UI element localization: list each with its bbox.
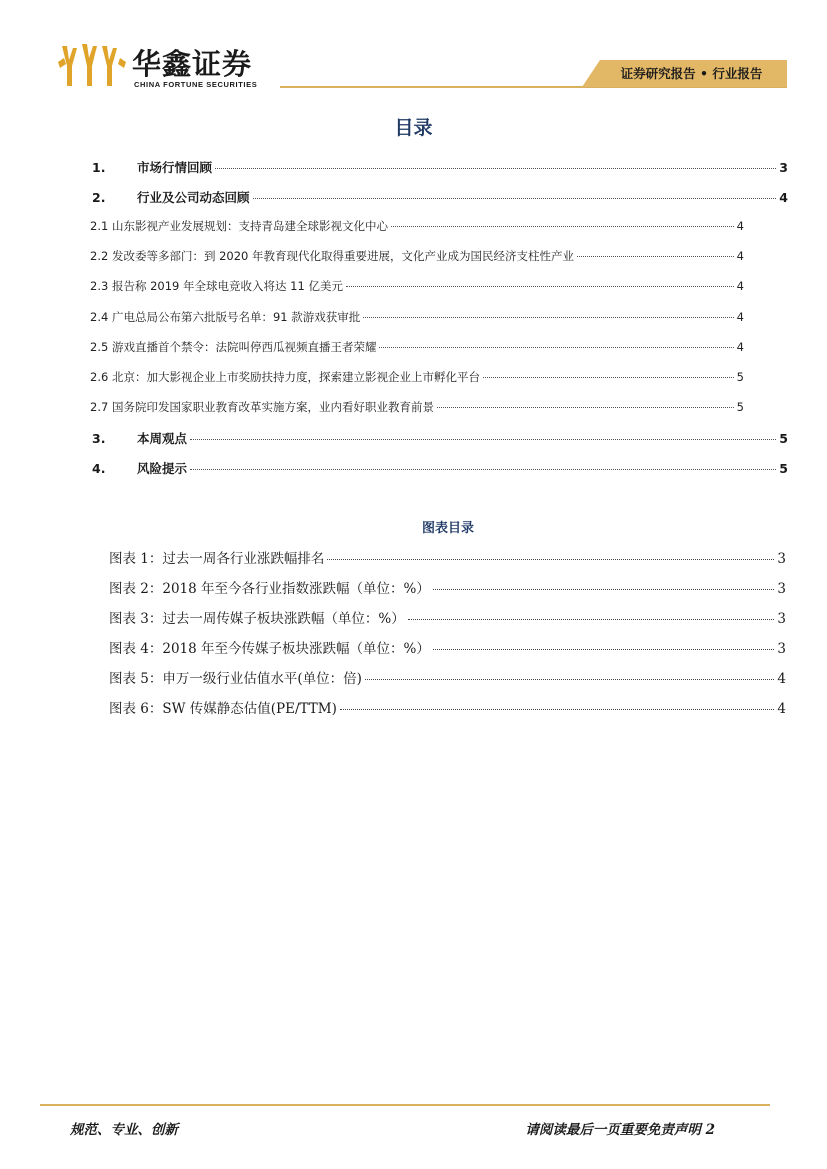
- report-type-banner: [582, 60, 787, 87]
- figure-item-4[interactable]: [109, 637, 786, 657]
- figure-dot-leader: [340, 709, 775, 710]
- toc-dot-leader: [483, 377, 734, 378]
- toc-item-label: 市场行情回顾: [137, 160, 213, 175]
- toc-item-page: 5: [779, 431, 788, 446]
- footer-slogan: 规范、专业、创新: [70, 1122, 178, 1138]
- toc-item-page: 3: [779, 160, 788, 175]
- figure-item-page: 3: [777, 641, 786, 657]
- toc-subitem-2-7[interactable]: [90, 399, 744, 415]
- toc-dot-leader: [190, 439, 776, 440]
- figure-item-label: 图表 2：2018 年至今各行业指数涨跌幅（单位：%）: [109, 581, 430, 597]
- logo-chinese-name: 华鑫证券: [132, 47, 253, 81]
- toc-item-label: 2.4 广电总局公布第六批版号名单：91 款游戏获审批: [90, 310, 361, 324]
- toc-dot-leader: [437, 407, 734, 408]
- toc-item-industry-news[interactable]: [92, 188, 788, 206]
- toc-item-label: 风险提示: [137, 461, 188, 476]
- figure-dot-leader: [408, 619, 775, 620]
- figure-item-2[interactable]: [109, 577, 786, 597]
- toc-subitem-2-1[interactable]: [90, 218, 744, 234]
- toc-item-number: 1.: [92, 160, 106, 175]
- toc-item-number: 3.: [92, 431, 106, 446]
- figure-item-label: 图表 1：过去一周各行业涨跌幅排名: [109, 551, 325, 567]
- figure-dot-leader: [433, 649, 775, 650]
- figure-item-label: 图表 3：过去一周传媒子板块涨跌幅（单位：%）: [109, 611, 405, 627]
- figure-dot-leader: [433, 589, 775, 590]
- toc-item-market-review[interactable]: [92, 158, 788, 176]
- footer-divider: [40, 1104, 770, 1106]
- toc-item-label: 2.7 国务院印发国家职业教育改革实施方案，业内看好职业教育前景: [90, 400, 434, 414]
- toc-dot-leader: [190, 469, 776, 470]
- toc-dot-leader: [577, 256, 734, 257]
- toc-item-page: 5: [736, 370, 744, 384]
- toc-item-label: 2.6 北京：加大影视企业上市奖励扶持力度，探索建立影视企业上市孵化平台: [90, 370, 480, 384]
- figure-item-3[interactable]: [109, 607, 786, 627]
- figure-item-label: 图表 4：2018 年至今传媒子板块涨跌幅（单位：%）: [109, 641, 430, 657]
- toc-item-label: 2.3 报告称 2019 年全球电竞收入将达 11 亿美元: [90, 279, 343, 293]
- toc-item-risk-warning[interactable]: [92, 459, 788, 477]
- figure-item-1[interactable]: [109, 547, 786, 567]
- toc-item-number: 4.: [92, 461, 106, 476]
- toc-item-page: 4: [736, 279, 744, 293]
- toc-item-weekly-view[interactable]: [92, 429, 788, 447]
- toc-item-label: 2.2 发改委等多部门：到 2020 年教育现代化取得重要进展，文化产业成为国民经济支柱性产业: [90, 249, 575, 263]
- toc-dot-leader: [346, 286, 734, 287]
- toc-subitem-2-2[interactable]: [90, 248, 744, 264]
- toc-item-page: 4: [736, 310, 744, 324]
- toc-subitem-2-5[interactable]: [90, 339, 744, 355]
- toc-subitem-2-3[interactable]: [90, 278, 744, 294]
- figure-item-page: 3: [777, 611, 786, 627]
- toc-item-page: 4: [736, 219, 744, 233]
- figure-list-title: 图表目录: [421, 521, 474, 536]
- figure-item-page: 4: [777, 701, 786, 717]
- toc-item-page: 4: [779, 190, 788, 205]
- toc-subitem-2-4[interactable]: [90, 309, 744, 325]
- toc-title: 目录: [394, 117, 433, 139]
- figure-item-page: 4: [777, 671, 786, 687]
- toc-dot-leader: [379, 347, 733, 348]
- toc-item-label: 2.5 游戏直播首个禁令：法院叫停西瓜视频直播王者荣耀: [90, 340, 377, 354]
- footer-disclaimer-note: 请阅读最后一页重要免责声明 2: [525, 1122, 715, 1138]
- figure-item-6[interactable]: [109, 697, 786, 717]
- figure-item-5[interactable]: [109, 667, 786, 687]
- toc-dot-leader: [253, 198, 777, 199]
- toc-dot-leader: [391, 226, 734, 227]
- toc-subitem-2-6[interactable]: [90, 369, 744, 385]
- toc-item-label: 2.1 山东影视产业发展规划：支持青岛建全球影视文化中心: [90, 219, 388, 233]
- toc-dot-leader: [215, 168, 776, 169]
- logo-english-name: CHINA FORTUNE SECURITIES: [134, 80, 258, 89]
- toc-item-page: 5: [736, 400, 744, 414]
- logo-mark-icon: [58, 40, 128, 90]
- figure-dot-leader: [365, 679, 774, 680]
- report-type-label: 证券研究报告 • 行业报告: [620, 66, 763, 81]
- toc-item-label: 本周观点: [137, 431, 188, 446]
- toc-item-label: 行业及公司动态回顾: [137, 190, 250, 205]
- toc-item-page: 4: [736, 249, 744, 263]
- toc-dot-leader: [363, 317, 733, 318]
- figure-item-page: 3: [777, 581, 786, 597]
- company-logo: [58, 40, 278, 96]
- toc-item-page: 5: [779, 461, 788, 476]
- figure-dot-leader: [327, 559, 774, 560]
- toc-item-page: 4: [736, 340, 744, 354]
- figure-item-page: 3: [777, 551, 786, 567]
- figure-item-label: 图表 6：SW 传媒静态估值(PE/TTM): [109, 701, 337, 717]
- figure-item-label: 图表 5：申万一级行业估值水平(单位：倍): [109, 671, 362, 687]
- toc-item-number: 2.: [92, 190, 106, 205]
